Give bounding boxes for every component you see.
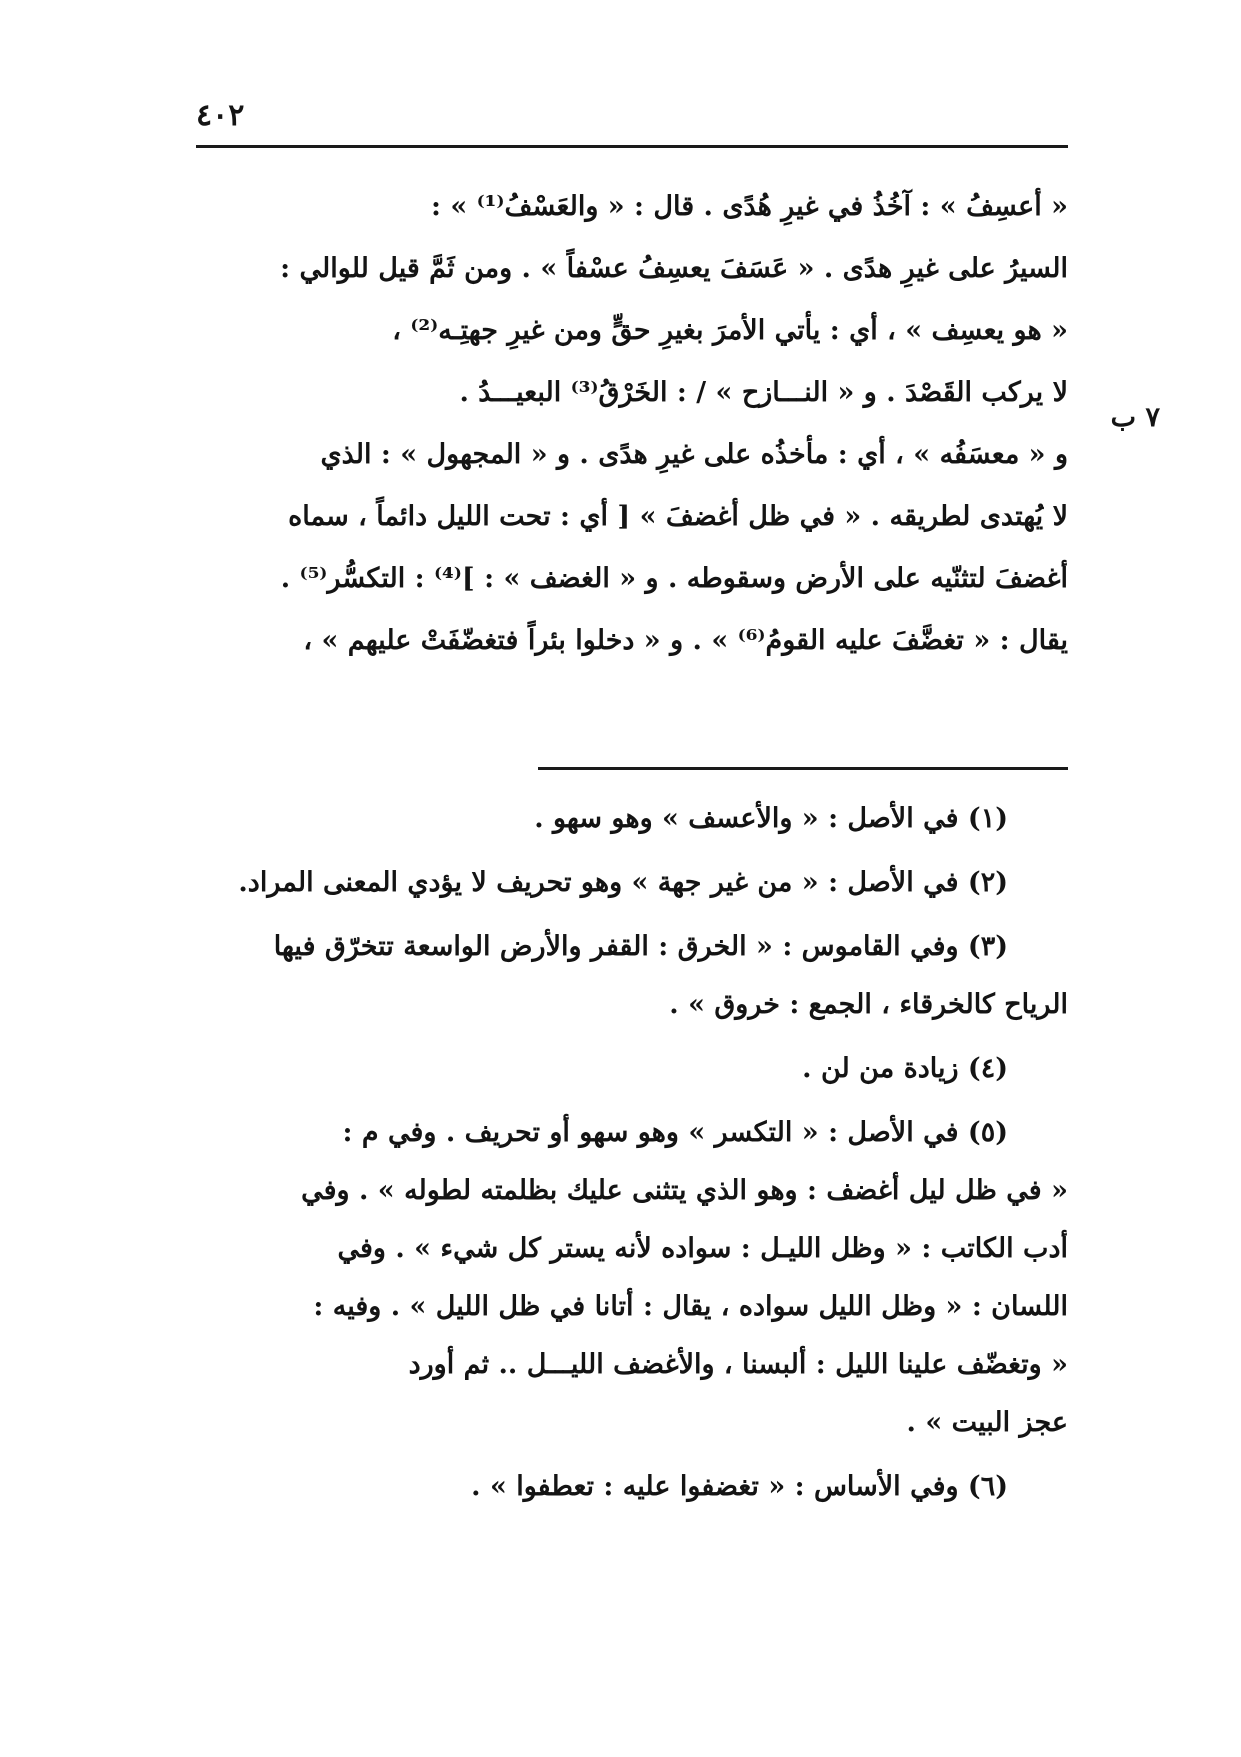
footnote-line: (٣) وفي القاموس : « الخرق : القفر والأرض الواسعة تتخرّق فيها: [273, 931, 1008, 962]
main-text-line: « أعسِفُ » : آخُذُ في غيرِ هُدًى . قال : « والعَسْفُ⁽¹⁾ » :: [430, 191, 1068, 222]
main-text-line: لا يُهتدى لطريقه . « في ظل أغضفَ » [ أي : تحت الليل دائماً ، سماه: [288, 501, 1068, 532]
footnote-4: [196, 1040, 1068, 1098]
footnote-2: [196, 854, 1068, 912]
footnote-line: اللسان : « وظل الليل سواده ، يقال : أتانا في ظل الليل » . وفيه :: [313, 1291, 1068, 1322]
footnote-line: أدب الكاتب : « وظل الليـل : سواده لأنه يستر كل شيء » . وفي: [337, 1233, 1068, 1264]
footnote-5: [196, 1104, 1068, 1452]
page-number: ٤٠٢: [196, 98, 245, 133]
main-text-line: و « معسَفُه » ، أي : مأخذُه على غيرِ هدًى . و « المجهول » : الذي: [320, 439, 1068, 470]
footnote-line: « وتغضّف علينا الليل : ألبسنا ، والأغضف الليـــل .. ثم أورد: [408, 1349, 1068, 1380]
footnote-line: (١) في الأصل : « والأعسف » وهو سهو .: [534, 803, 1008, 834]
main-text-line: « هو يعسِف » ، أي : يأتي الأمرَ بغيرِ حقٍّ ومن غيرِ جهتِـه⁽²⁾ ،: [392, 315, 1068, 346]
footnote-1: [196, 790, 1068, 848]
main-text-line: يقال : « تغضَّفَ عليه القومُ⁽⁶⁾ » . و « دخلوا بئراً فتغضّفَتْ عليهم » ،: [303, 625, 1068, 656]
margin-folio-note: ٧ ب: [1110, 402, 1160, 433]
main-text-line: لا يركب القَصْدَ . و « النـــازح » / : الخَرْقُ⁽³⁾ البعيـــدُ .: [459, 377, 1068, 408]
footnote-line: (٢) في الأصل : « من غير جهة » وهو تحريف لا يؤدي المعنى المراد.: [238, 867, 1008, 898]
footnote-line: « في ظل ليل أغضف : وهو الذي يتثنى عليك بظلمته لطوله » . وفي: [301, 1175, 1068, 1206]
footnote-line: عجز البيت » .: [906, 1407, 1068, 1438]
footnote-6: [196, 1458, 1068, 1516]
footnotes-section: [196, 790, 1068, 1522]
footnote-line: (٥) في الأصل : « التكسر » وهو سهو أو تحريف . وفي م :: [342, 1117, 1008, 1148]
header-rule: [196, 145, 1068, 148]
footnote-separator: [538, 767, 1068, 770]
footnote-line: الرياح كالخرقاء ، الجمع : خروق » .: [669, 989, 1068, 1020]
main-text-line: أغضفَ لتثنّيه على الأرض وسقوطه . و « الغضف » : ]⁽⁴⁾ : التكسُّر⁽⁵⁾ .: [280, 563, 1068, 594]
main-text-line: السيرُ على غيرِ هدًى . « عَسَفَ يعسِفُ عسْفاً » . ومن ثَمَّ قيل للوالي :: [280, 253, 1068, 284]
footnote-3: [196, 918, 1068, 1034]
main-text-body: [196, 176, 1068, 672]
footnote-line: (٦) وفي الأساس : « تغضفوا عليه : تعطفوا » .: [471, 1471, 1008, 1502]
footnote-line: (٤) زيادة من لن .: [802, 1053, 1008, 1084]
